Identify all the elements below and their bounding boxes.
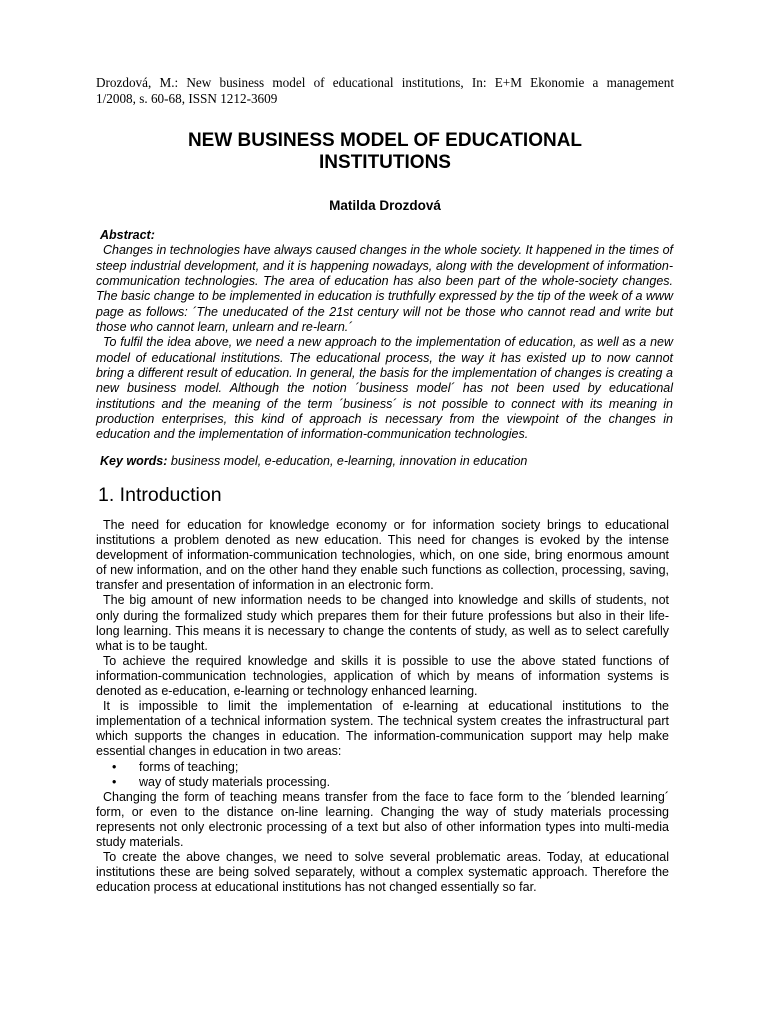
abstract-label: Abstract: — [100, 228, 155, 242]
body-paragraph: It is impossible to limit the implementation of e-learning at educational institutions to the implementation of a technical information system. The technical system creates the infrastructural part which supports the changes in education. The information-communication support may help make essential changes in education in two areas: — [96, 699, 669, 759]
paper-title-line-2: INSTITUTIONS — [319, 152, 451, 173]
bullet-list — [96, 760, 669, 790]
keywords-value: business model, e-education, e-learning, innovation in education — [167, 454, 528, 468]
citation-reference — [96, 75, 674, 107]
abstract-block — [96, 228, 673, 443]
list-item-text: way of study materials processing. — [139, 774, 331, 789]
body-paragraph: The big amount of new information needs to be changed into knowledge and skills of students, not only during the formalized study which prepares them for their future professions but also in their life-long learning. This means it is necessary to change the contents of study, as well as to select carefully what is to be taught. — [96, 593, 669, 653]
author-name: Matilda Drozdová — [329, 198, 441, 213]
list-item-text: forms of teaching; — [139, 759, 239, 774]
abstract-paragraph: To fulfil the idea above, we need a new approach to the implementation of education, as well as a new model of educational institutions. The educational process, the way it has existed up to now cannot bring a different result of education. In general, the basis for the implementation of changes is creating a new business model. Although the notion ´business model´ has not been used by educational institutions and the meaning of the term ´business´ is not possible to connect with its meaning in production enterprises, this kind of approach is necessary from the viewpoint of the changes in education and the implementation of information-communication technologies. — [96, 335, 673, 442]
paper-title — [96, 130, 674, 174]
bullet-icon: • — [112, 759, 117, 774]
body-paragraph: Changing the form of teaching means transfer from the face to face form to the ´blended learning´ form, or even to the distance on-line learning. Changing the way of study materials processing represents not only electronic processing of a text but also of other information types into multi-media study materials. — [96, 789, 669, 849]
list-item — [112, 774, 669, 790]
body-paragraph: To achieve the required knowledge and skills it is possible to use the above stated functions of information-communication technologies, application of which by means of information systems is denoted as e-education, e-learning or technology enhanced learning. — [96, 653, 669, 699]
abstract-paragraph: Changes in technologies have always caused changes in the whole society. It happened in the times of steep industrial development, and it is happening nowadays, along with the development of information-communication technologies. The area of education has also been part of the whole-society changes. The basic change to be implemented in education is truthfully expressed by the tip of the week of a www page as follows: ´The uneducated of the 21st century will not be those who cannot read and write but those who cannot learn, unlearn and re-learn.´ — [96, 243, 673, 335]
keywords-line — [100, 453, 674, 469]
paper-title-line-1: NEW BUSINESS MODEL OF EDUCATIONAL — [187, 130, 583, 151]
body-paragraph: The need for education for knowledge economy or for information society brings to educational institutions a problem denoted as new education. This need for changes is evoked by the intense development of information-communication technologies, which, on one side, bring enormous amount of new information, and on the other hand they enable such functions as collection, processing, saving, transfer and presentation of information in an electronic form. — [96, 518, 669, 593]
section-body — [96, 518, 669, 895]
bullet-icon: • — [112, 774, 117, 789]
body-paragraph: To create the above changes, we need to solve several problematic areas. Today, at educational institutions these are being solved separately, without a complex systematic approach. Therefore the education process at educational institutions has not changed essentially so far. — [96, 850, 669, 895]
section-heading: 1. Introduction — [98, 484, 222, 506]
citation-line-1: Drozdová, M.: New business model of educational institutions, In: E+M Ekonomie a management — [96, 75, 674, 90]
keywords-label: Key words: — [100, 454, 168, 468]
citation-line-2: 1/2008, s. 60-68, ISSN 1212-3609 — [96, 91, 278, 106]
list-item — [112, 759, 669, 775]
